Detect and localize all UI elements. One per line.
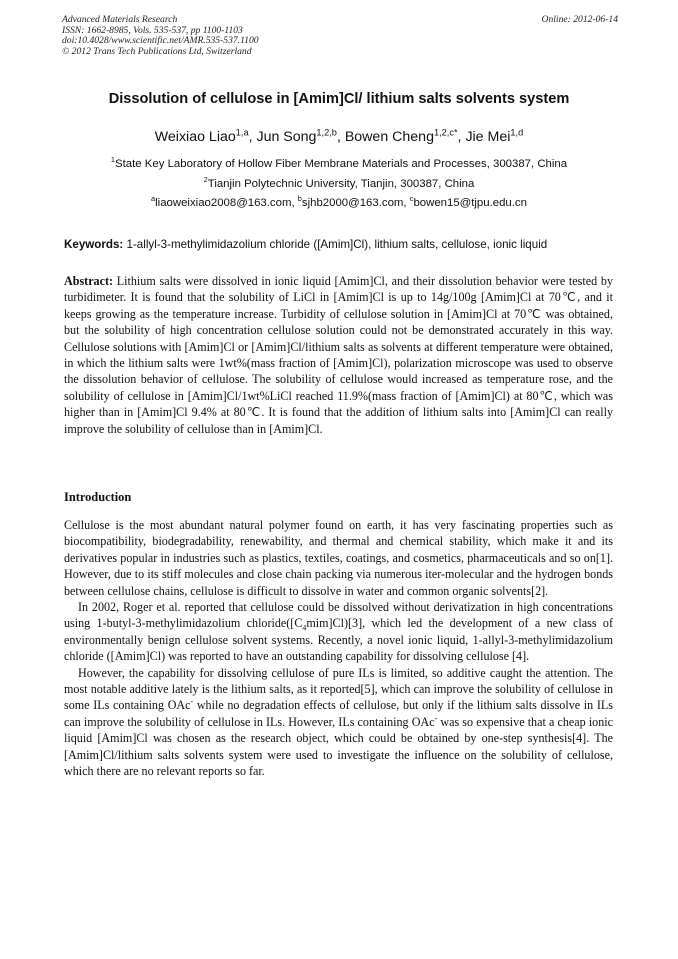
author-sep: ,: [336, 129, 345, 145]
doi-line: doi:10.4028/www.scientific.net/AMR.535-537.1100: [62, 35, 259, 47]
abstract: [64, 273, 613, 437]
text-run: However, the capability for dissolving cellulose of pure ILs is limited, so additive caught the attention. The most notable additive lately is the lithium salts, as it reported[5], which can improve the solubility of cellulose in some ILs containing OAc: [64, 665, 613, 713]
paper-title: Dissolution of cellulose in [Amim]Cl/ lithium salts solvents system: [108, 91, 570, 107]
introduction-heading: Introduction: [64, 490, 132, 504]
journal-name: Advanced Materials Research: [62, 14, 178, 25]
affil-text: Tianjin Polytechnic University, Tianjin, 300387, China: [207, 178, 475, 190]
affil-text: State Key Laboratory of Hollow Fiber Membrane Materials and Processes, 300387, China: [115, 158, 568, 170]
author-sep: ,: [457, 129, 466, 145]
author-affil-sup: 1,2,c*: [433, 127, 458, 138]
author-sep: ,: [248, 129, 257, 145]
author-name: Jie Mei: [465, 129, 511, 145]
keywords-label: Keywords:: [64, 238, 124, 251]
text-run: mim]Cl)[3], which led the development of a new class of environmentally benign cellulose solvent systems. Recently, a novel ionic liquid, 1-allyl-3-methylimidazolium chloride ([Amim]Cl) was reported to have an outstanding capability for dissolving cellulose [4].: [64, 616, 613, 664]
email-b[interactable]: sjhb2000@163.com,: [301, 197, 410, 209]
text-run: was so expensive that a cheap ionic liquid [Amim]Cl was chosen as the research object, which could be obtained by one-step synthesis[4]. The [Amim]Cl/lithium salts solvents system were used to investigate the influence on the solubility of cellulose, which there are no relevant reports so far.: [64, 714, 614, 779]
affil-sup: 1: [110, 155, 116, 165]
text-run: In 2002, Roger et al. reported that cellulose could be dissolved without derivatization in high concentrations using 1-butyl-3-methylimidazolium chloride([C: [64, 600, 613, 631]
author-name: Weixiao Liao: [154, 129, 236, 145]
email-sup: c: [409, 194, 414, 204]
author-affil-sup: 1,d: [510, 127, 524, 138]
email-sup: b: [297, 194, 302, 204]
online-date: Online: 2012-06-14: [541, 14, 618, 25]
author-list: [40, 129, 638, 145]
journal-header: [62, 15, 618, 57]
abstract-text: Lithium salts were dissolved in ionic liquid [Amim]Cl, and their dissolution behavior were tested by turbidimeter. It is found that the solubility of LiCl in [Amim]Cl is up to 14g/100g [Amim]Cl at 70℃, and it keeps growing as the temperature increase. Turbidity of cellulose solution in [Amim]Cl at 70℃ was obtained, but the solubility of high concentration cellulose solution could not be demonstrated accurately in this way. Cellulose solutions with [Amim]Cl or [Amim]Cl/lithium salts as solvents at different temperature were obtained, in which the lithium salts were 1wt%(mass fraction of [Amim]Cl), polarization microscope was used to observe the dissolution behavior of cellulose. The solubility of cellulose would increased as temperature rose, and the solubility of cellulose in [Amim]Cl/1wt%LiCl reached 11.9%(mass fraction of [Amim]Cl) at 80℃, which was higher than in [Amim]Cl 9.4% at 80℃. It is found that the addition of lithium salts into [Amim]Cl can really improve the solubility of cellulose than in [Amim]Cl.: [64, 274, 613, 436]
author-affil-sup: 1,2,b: [316, 127, 337, 138]
intro-paragraph-1: Cellulose is the most abundant natural polymer found on earth, it has very fascinating properties such as biocompatibility, biodegradability, renewability, and thermal and chemical stability, which make it and its derivatives popular in industries such as plastics, textiles, coatings, and cosmetics, pharmaceuticals and so on[1]. However, due to its stiff molecules and close chain packing via numerous iter-molecular and the hydrogen bonds between cellulose chains, cellulose is difficult to dissolve in water and common organic solvents[2].: [64, 518, 613, 598]
affiliation-1: [40, 155, 638, 170]
author-name: Bowen Cheng: [344, 129, 434, 145]
affil-sup: 2: [203, 175, 208, 185]
issn-line: ISSN: 1662-8985, Vols. 535-537, pp 1100-1103: [62, 24, 243, 36]
author-name: Jun Song: [256, 129, 317, 145]
author-affil-sup: 1,a: [235, 127, 249, 138]
email-c[interactable]: bowen15@tjpu.edu.cn: [413, 197, 527, 209]
keywords: [64, 238, 624, 251]
abstract-label: Abstract:: [64, 274, 114, 288]
email-sup: a: [151, 194, 156, 204]
superscript: -: [434, 713, 438, 723]
introduction-body: [64, 517, 613, 780]
email-a[interactable]: liaoweixiao2008@163.com,: [155, 197, 298, 209]
intro-paragraph-2: [64, 599, 613, 665]
subscript: 4: [302, 623, 307, 633]
copyright-line: © 2012 Trans Tech Publications Ltd, Switzerland: [62, 45, 252, 57]
affiliation-2: [40, 175, 638, 190]
keywords-text: 1-allyl-3-methylimidazolium chloride ([Amim]Cl), lithium salts, cellulose, ionic liquid: [123, 238, 548, 251]
superscript: -: [190, 697, 194, 707]
intro-paragraph-3: [64, 665, 613, 780]
text-run: while no degradation effects of cellulose, but only if the lithium salts dissolve in ILs can improve the solubility of cellulose in ILs. However, ILs containing OAc: [64, 698, 613, 729]
email-line: [40, 194, 638, 209]
